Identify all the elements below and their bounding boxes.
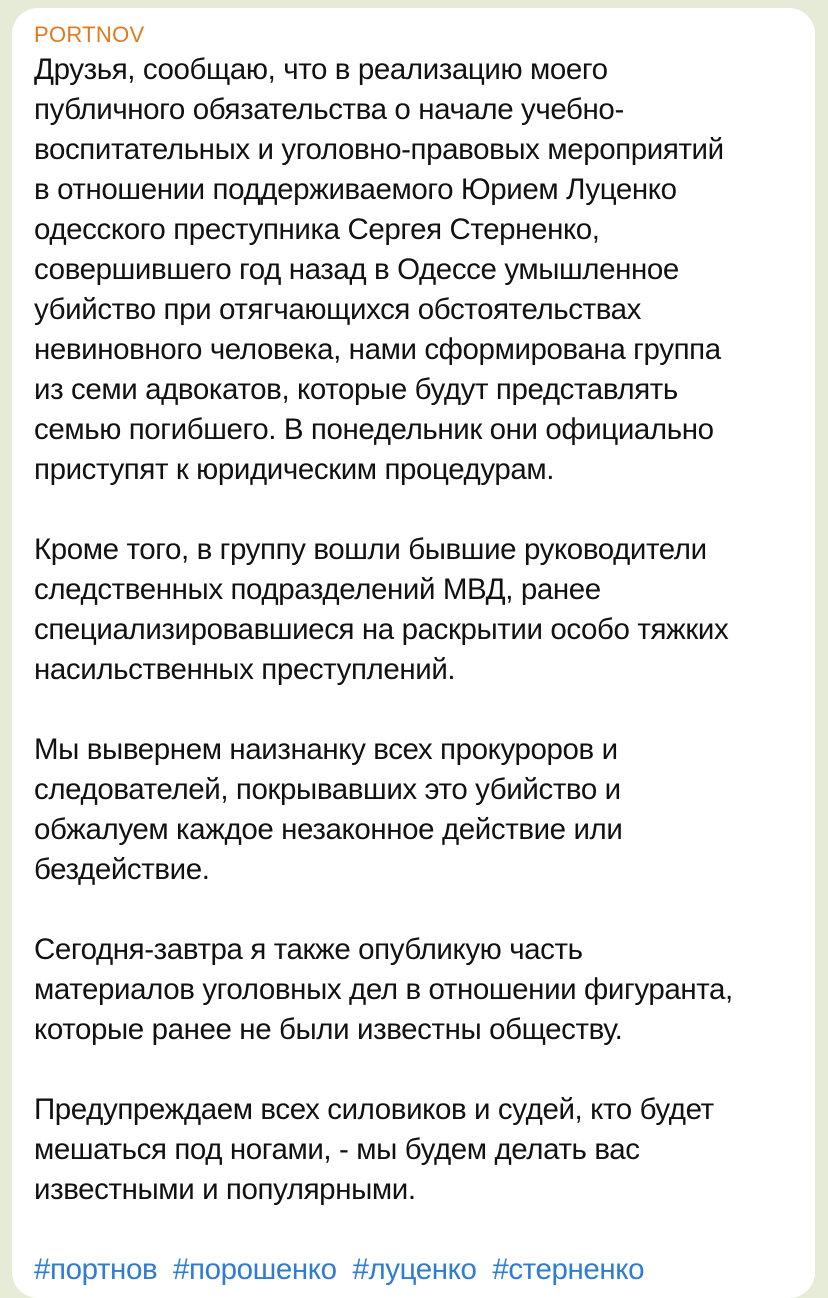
text-line: следователей, покрывавших это убийство и	[34, 773, 621, 806]
text-line: обжалуем каждое незаконное действие или	[34, 813, 623, 846]
channel-name[interactable]: PORTNOV	[34, 22, 145, 47]
text-line: Кроме того, в группу вошли бывшие руководители	[34, 533, 707, 566]
hashtag-link[interactable]: #портнов	[34, 1253, 158, 1286]
hashtag-row	[34, 1250, 795, 1290]
text-line: насильственных преступлений.	[34, 653, 456, 686]
text-line: одесского преступника Сергея Стерненко,	[34, 213, 600, 246]
text-line: совершившего год назад в Одессе умышленное	[34, 253, 679, 286]
text-line: Мы вывернем наизнанку всех прокуроров и	[34, 733, 618, 766]
text-line: известными и популярными.	[34, 1173, 416, 1206]
text-line: Друзья, сообщаю, что в реализацию моего	[34, 53, 608, 86]
text-line: мешаться под ногами, - мы будем делать вас	[34, 1133, 640, 1166]
text-line: воспитательных и уголовно-правовых мероприятий	[34, 133, 724, 166]
paragraph-gap	[34, 690, 795, 730]
text-line: семью погибшего. В понедельник они официально	[34, 413, 714, 446]
text-line: Сегодня-завтра я также опубликую часть	[34, 933, 583, 966]
paragraph-gap	[34, 890, 795, 930]
text-line: невиновного человека, нами сформирована группа	[34, 333, 721, 366]
text-line: Предупреждаем всех силовиков и судей, кто будет	[34, 1093, 714, 1126]
message-paragraph	[34, 730, 795, 890]
text-line: из семи адвокатов, которые будут представлять	[34, 373, 678, 406]
message-paragraph	[34, 530, 795, 690]
message-text	[34, 50, 795, 1290]
text-line: приступят к юридическим процедурам.	[34, 453, 555, 486]
paragraph-gap	[34, 1050, 795, 1090]
text-line: бездействие.	[34, 853, 210, 886]
message-paragraph	[34, 1090, 795, 1210]
text-line: убийство при отягчающихся обстоятельствах	[34, 293, 642, 326]
text-line: следственных подразделений МВД, ранее	[34, 573, 601, 606]
message-paragraph	[34, 50, 795, 490]
text-line: публичного обязательства о начале учебно-	[34, 93, 624, 126]
hashtag-link[interactable]: #порошенко	[173, 1253, 337, 1286]
text-line: специализировавшиеся на раскрытии особо тяжких	[34, 613, 729, 646]
text-line: в отношении поддерживаемого Юрием Луценко	[34, 173, 677, 206]
text-line: которые ранее не были известны обществу.	[34, 1013, 623, 1046]
paragraph-gap	[34, 1210, 795, 1250]
message-paragraph	[34, 930, 795, 1050]
hashtag-link[interactable]: #стерненко	[492, 1253, 645, 1286]
paragraph-gap	[34, 490, 795, 530]
text-line: материалов уголовных дел в отношении фигуранта,	[34, 973, 733, 1006]
hashtag-link[interactable]: #луценко	[352, 1253, 477, 1286]
message-bubble[interactable]	[12, 8, 815, 1298]
